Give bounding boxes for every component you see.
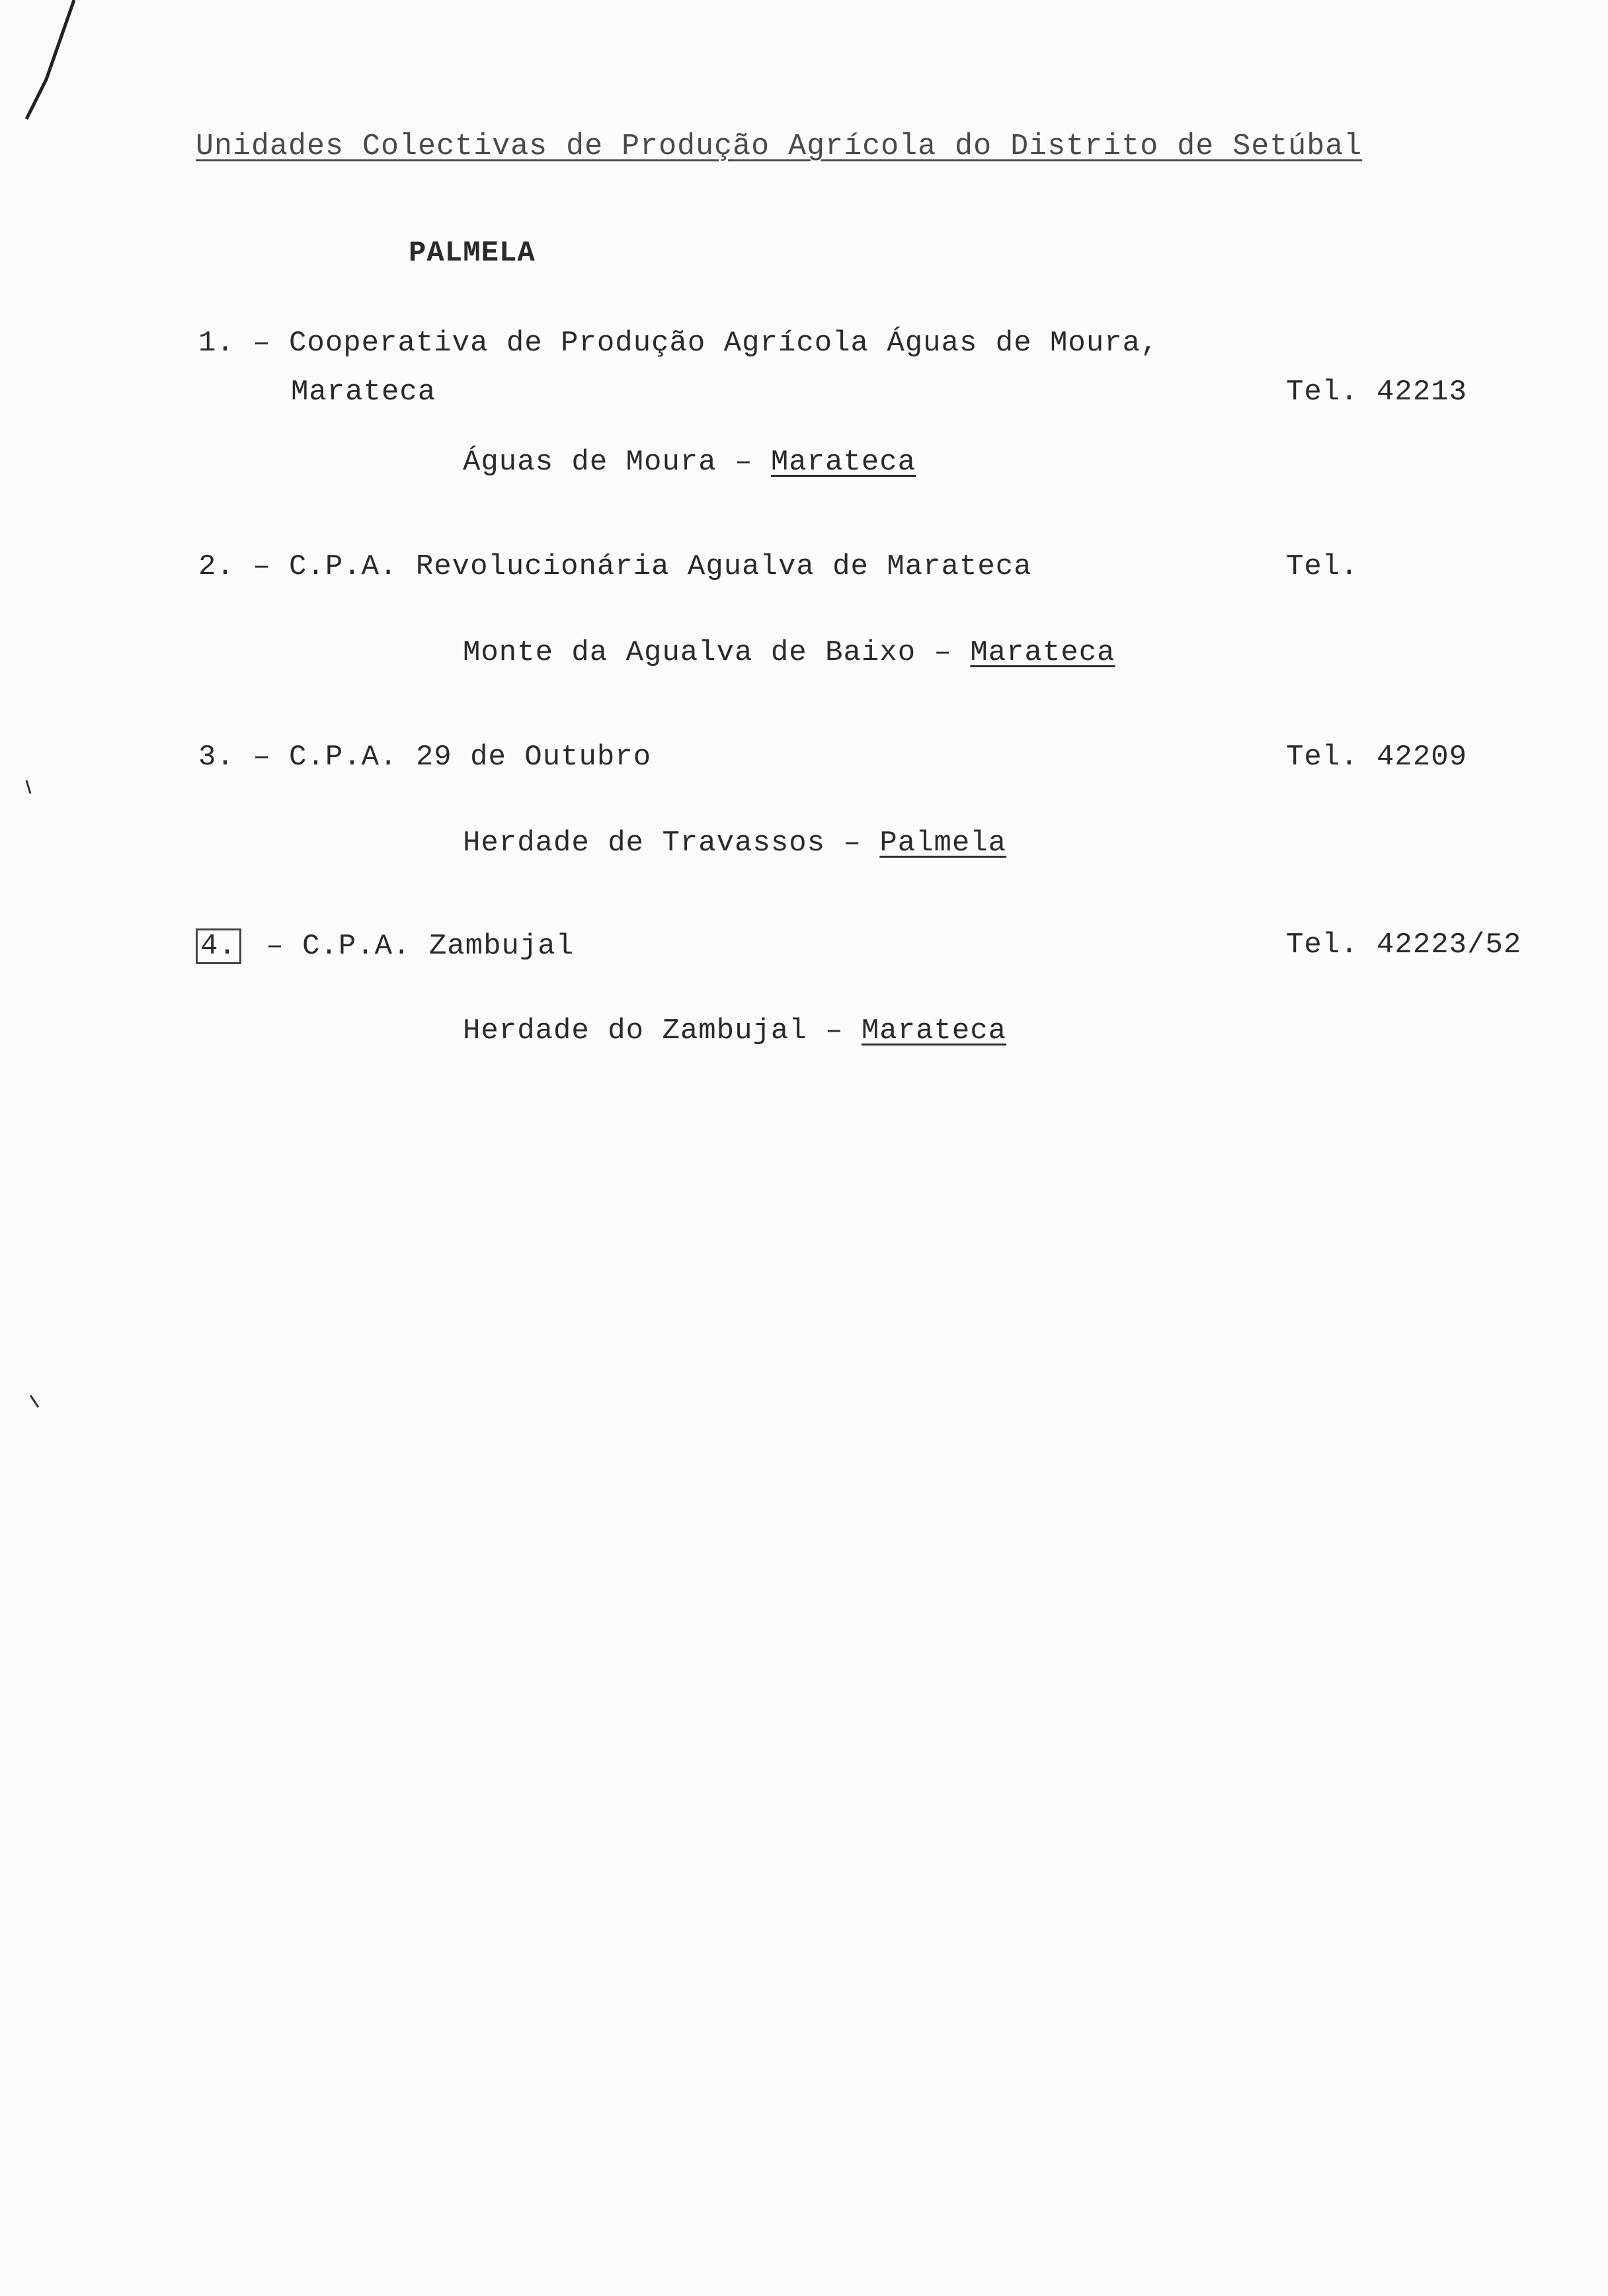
- entry-number-boxed: 4.: [196, 928, 241, 964]
- locality: Palmela: [879, 827, 1007, 860]
- entry-4-phone: [1286, 928, 1521, 962]
- tel-label: Tel.: [1286, 928, 1359, 962]
- entry-1-phone: [1286, 376, 1467, 409]
- entry-1-line1: [198, 327, 1158, 360]
- entry-1-line2: Marateca: [291, 376, 436, 409]
- address-text: Águas de Moura –: [463, 446, 753, 479]
- entry-1-address: [463, 446, 916, 479]
- tel-label: Tel.: [1286, 741, 1359, 774]
- entry-name: – C.P.A. 29 de Outubro: [253, 741, 652, 774]
- tel-number: 42213: [1377, 376, 1468, 409]
- entry-name: – Cooperativa de Produção Agrícola Águas de Moura,: [253, 327, 1159, 360]
- tel-number: 42209: [1377, 741, 1468, 774]
- entry-name: – C.P.A. Revolucionária Agualva de Marateca: [253, 550, 1032, 583]
- locality: Marateca: [861, 1014, 1007, 1047]
- entry-number: 2.: [198, 550, 235, 583]
- section-heading: PALMELA: [409, 237, 536, 270]
- entry-2-line1: [198, 550, 1032, 583]
- entry-number: 1.: [198, 327, 235, 360]
- address-text: Herdade de Travassos –: [463, 827, 862, 860]
- address-text: Monte da Agualva de Baixo –: [463, 636, 952, 669]
- entry-3-phone: [1286, 741, 1467, 774]
- tel-number: 42223/52: [1377, 928, 1522, 962]
- entry-name: – C.P.A. Zambujal: [266, 930, 575, 963]
- entry-3-line1: [198, 741, 651, 774]
- locality: Marateca: [970, 636, 1115, 669]
- entry-2-address: [463, 636, 1115, 669]
- entry-3-address: [463, 827, 1006, 860]
- entry-4-address: [463, 1014, 1006, 1047]
- document-title: Unidades Colectivas de Produção Agrícola do Distrito de Setúbal: [196, 130, 1363, 163]
- entry-number: 3.: [198, 741, 235, 774]
- entry-2-phone: [1286, 550, 1359, 583]
- address-text: Herdade do Zambujal –: [463, 1014, 844, 1047]
- locality: Marateca: [770, 446, 916, 479]
- tel-label: Tel.: [1286, 376, 1359, 409]
- tel-label: Tel.: [1286, 550, 1359, 583]
- entry-4-line1: [196, 928, 574, 964]
